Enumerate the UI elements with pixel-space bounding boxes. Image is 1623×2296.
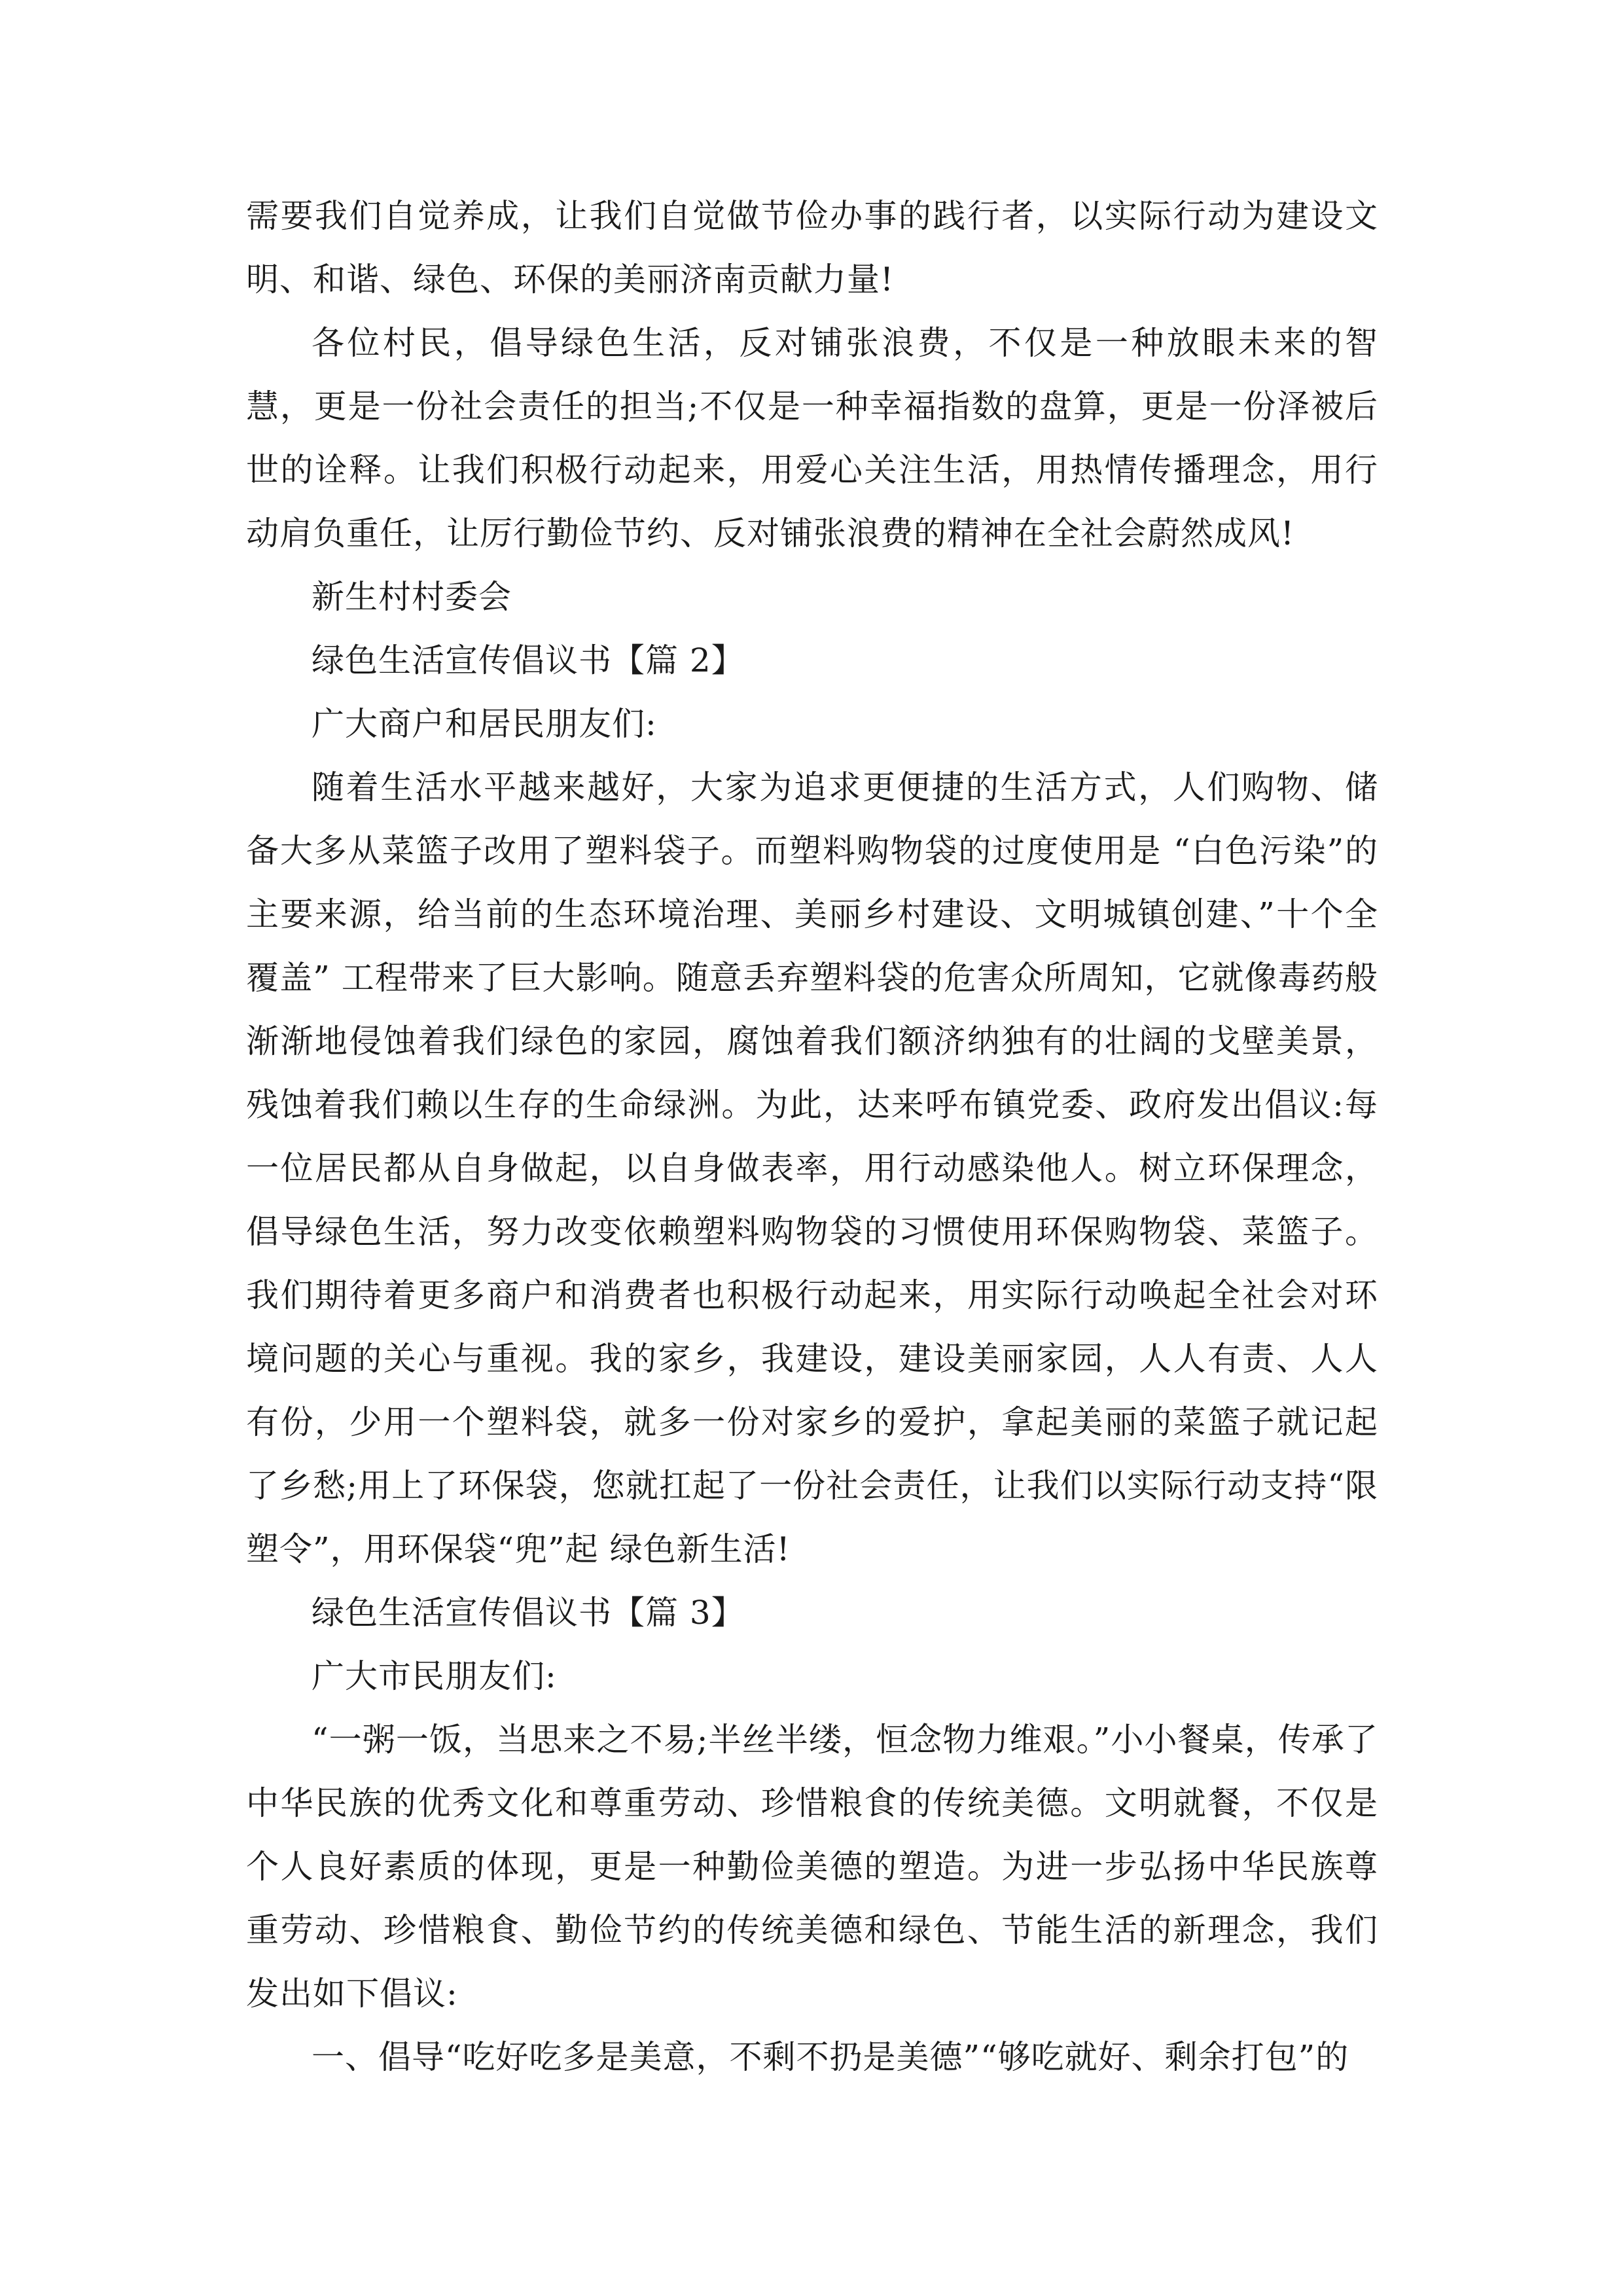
- paragraph-food-thrift: “一粥一饭，当思来之不易;半丝半缕，恒念物力维艰。”小小餐桌，传承了中华民族的优秀文化和尊重劳动、珍惜粮食的传统美德。文明就餐，不仅是个人良好素质的体现，更是一种勤俭美德的塑造。为进一步弘扬中华民族尊重劳动、珍惜粮食、勤俭节约的传统美德和绿色、节能生活的新理念，我们发出如下倡议:: [246, 1721, 1378, 2013]
- document-body: [246, 185, 1378, 2089]
- paragraph-plastic-bags: 随着生活水平越来越好，大家为追求更便捷的生活方式，人们购物、储备大多从菜篮子改用了塑料袋子。而塑料购物袋的过度使用是 “白色污染”的主要来源，给当前的生态环境治理、美丽乡村建设、文明城镇创建、”十个全覆盖” 工程带来了巨大影响。随意丢弃塑料袋的危害众所周知，它就像毒药般渐渐地侵蚀着我们绿色的家园，腐蚀着我们额济纳独有的壮阔的戈壁美景，残蚀着我们赖以生存的生命绿洲。为此，达来呼布镇党委、政府发出倡议:每一位居民都从自身做起，以自身做表率，用行动感染他人。树立环保理念，倡导绿色生活，努力改变依赖塑料购物袋的习惯使用环保购物袋、菜篮子。我们期待着更多商户和消费者也积极行动起来，用实际行动唤起全社会对环境问题的关心与重视。我的家乡，我建设，建设美丽家园，人人有责、人人有份，少用一个塑料袋，就多一份对家乡的爱护，拿起美丽的菜篮子就记起了乡愁;用上了环保袋，您就扛起了一份社会责任，让我们以实际行动支持“限塑令”，用环保袋“兜”起 绿色新生活!: [246, 768, 1378, 1568]
- signature-village-committee: 新生村村委会: [312, 578, 512, 616]
- salutation-part-3: 广大市民朋友们:: [312, 1657, 557, 1695]
- heading-part-3: 绿色生活宣传倡议书【篇 3】: [312, 1594, 745, 1632]
- salutation-part-2: 广大商户和居民朋友们:: [312, 705, 657, 743]
- heading-part-2: 绿色生活宣传倡议书【篇 2】: [312, 641, 745, 679]
- paragraph-intro-continuation: 需要我们自觉养成，让我们自觉做节俭办事的践行者，以实际行动为建设文明、和谐、绿色、环保的美丽济南贡献力量!: [246, 197, 1378, 298]
- paragraph-village-appeal: 各位村民，倡导绿色生活，反对铺张浪费，不仅是一种放眼未来的智慧，更是一份社会责任的担当;不仅是一种幸福指数的盘算，更是一份泽被后世的诠释。让我们积极行动起来，用爱心关注生活，用热情传播理念，用行动肩负重任，让厉行勤俭节约、反对铺张浪费的精神在全社会蔚然成风!: [246, 324, 1378, 552]
- paragraph-proposal-one: 一、倡导“吃好吃多是美意，不剩不扔是美德”“够吃就好、剩余打包”的: [312, 2038, 1349, 2076]
